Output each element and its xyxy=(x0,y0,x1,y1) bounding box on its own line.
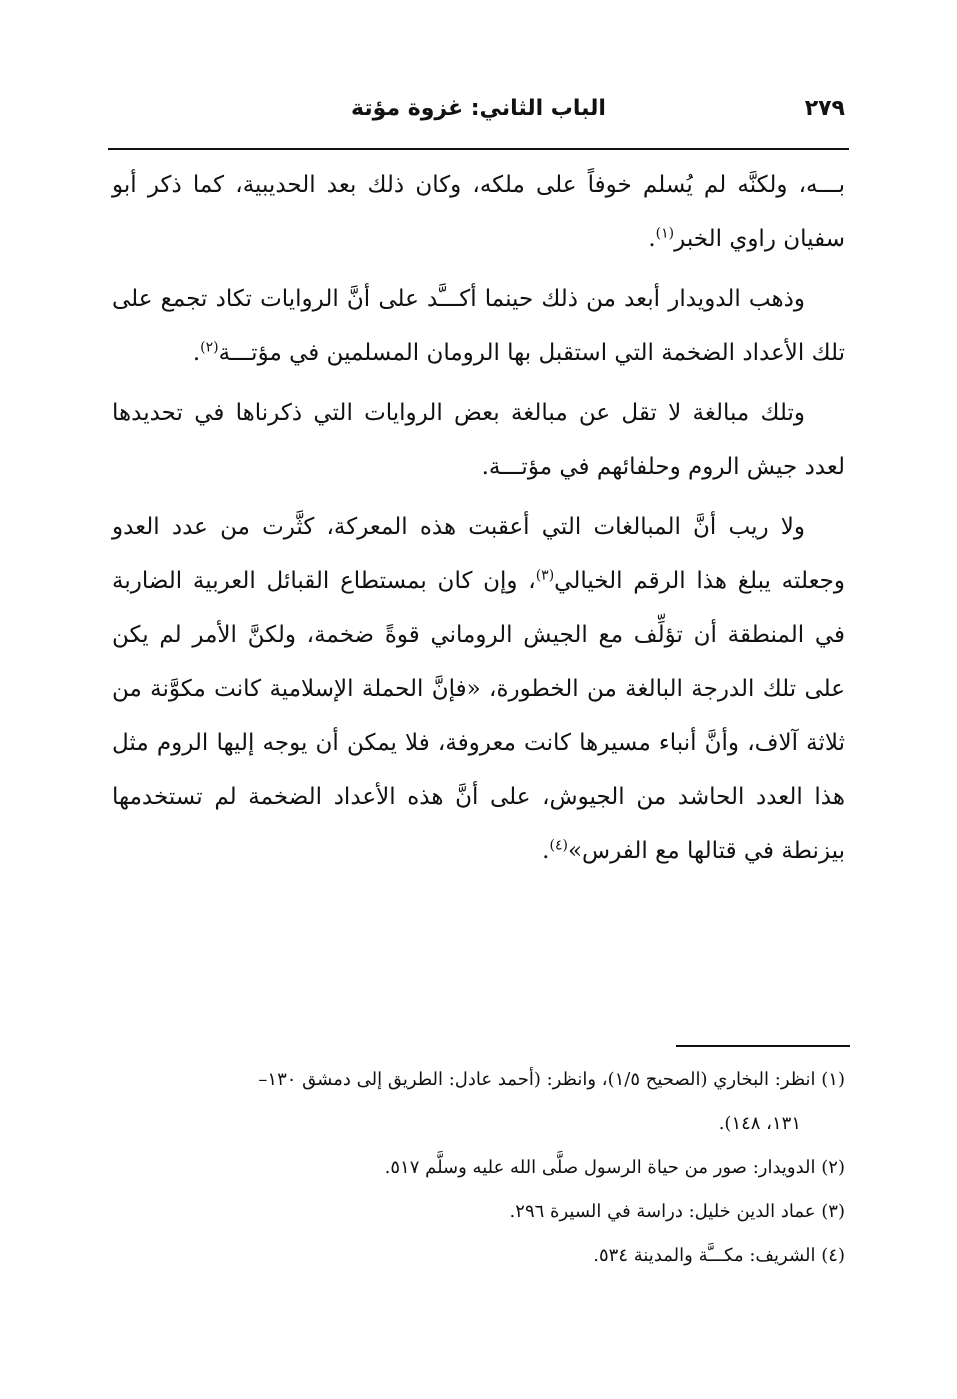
footnote: (٤) الشريف: مكـــَّة والمدينة ٥٣٤. xyxy=(593,1245,845,1266)
paragraph: بـــه، ولكنَّه لم يُسلم خوفاً على ملكه، وكان ذلك بعد الحديبية، كما ذكر أبو سفيان راوي الخبر$^{(١)}$. xyxy=(112,172,845,252)
page-number: ٢٧٩ xyxy=(804,96,845,121)
footnote: (٣) عماد الدين خليل: دراسة في السيرة ٢٩٦. xyxy=(509,1201,845,1222)
footnote: (٢) الدويدار: صور من حياة الرسول صلَّى الله عليه وسلَّم ٥١٧. xyxy=(384,1157,845,1178)
footnote-ref: (٤) xyxy=(549,837,568,854)
footnote-continuation: ١٣١، ١٤٨). xyxy=(718,1113,801,1134)
footnotes xyxy=(112,1058,845,1278)
footnote-ref: (٢) xyxy=(200,339,219,356)
header-rule xyxy=(108,148,849,150)
paragraph: ولا ريب أنَّ المبالغات التي أعقبت هذه المعركة، كثَّرت من عدد العدو وجعلته يبلغ هذا الرقم الخيالي$^{(٣)}$، وإن كان بمستطاع القبائل العربية الضاربة في المنطقة أن تؤلِّف مع الجيش الروماني قوةً ضخمة، ولكنَّ الأمر لم يكن على تلك الدرجة البالغة من الخطورة، «فإنَّ الحملة الإسلامية كانت مكوَّنة من ثلاثة آلاف، وأنَّ أنباء مسيرها كانت معروفة، فلا يمكن أن يوجه إليها الروم مثل هذا العدد الحاشد من الجيوش، على أنَّ هذه الأعداد الضخمة لم تستخدمها بيزنطة في قتالها مع الفرس»$^{(٤)}$. xyxy=(112,514,845,864)
footnote-ref: (٣) xyxy=(535,567,555,584)
footnote-rule xyxy=(676,1045,850,1047)
page-header xyxy=(112,96,845,140)
footnote-ref: (١) xyxy=(655,225,675,242)
paragraph: وذهب الدويدار أبعد من ذلك حينما أكـــَّد على أنَّ الروايات تكاد تجمع على تلك الأعداد الضخمة التي استقبل بها الرومان المسلمين في مؤتـــة$^{(٢)}$. xyxy=(112,286,845,366)
footnote: (١) انظر: البخاري (الصحيح ١/٥)، وانظر: (أحمد عادل: الطريق إلى دمشق ١٣٠– xyxy=(258,1069,845,1090)
body-text xyxy=(112,158,845,878)
paragraph: وتلك مبالغة لا تقل عن مبالغة بعض الروايات التي ذكرناها في تحديدها لعدد جيش الروم وحلفائهم في مؤتـــة. xyxy=(112,400,845,480)
running-title: الباب الثاني: غزوة مؤتة xyxy=(351,96,606,121)
